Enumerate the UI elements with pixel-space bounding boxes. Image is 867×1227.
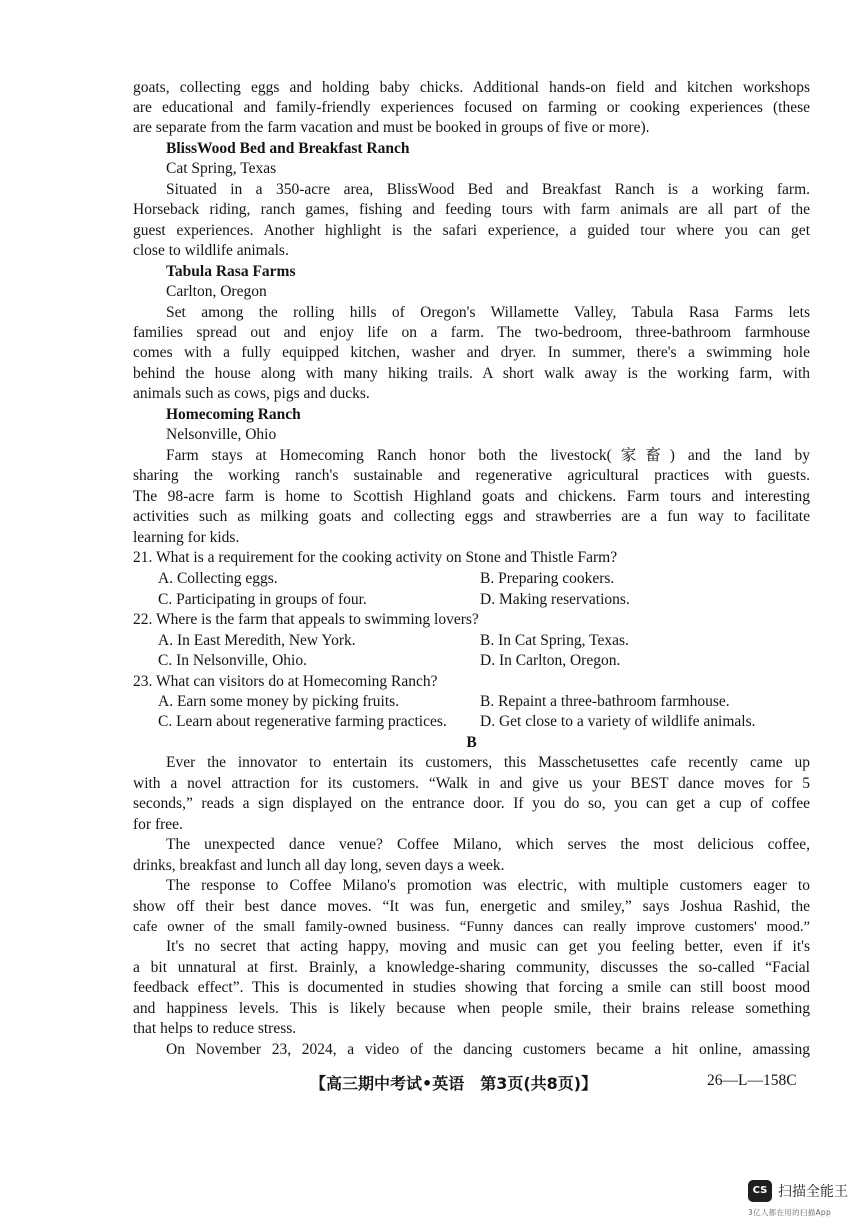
scanner-watermark [748, 1180, 860, 1222]
section-label: B [466, 734, 477, 751]
option-b: B. Repaint a three-bathroom farmhouse. [480, 693, 730, 710]
farm-heading: BlissWood Bed and Breakfast Ranch [166, 140, 410, 157]
text-line: families spread out and enjoy life on a farm. The two-bedroom, three-bathroom farmhouse [133, 324, 810, 341]
text-line: comes with a fully equipped kitchen, washer and dryer. In summer, there's a swimming hole [133, 344, 810, 361]
page-footer-code: 26—L—158C [707, 1072, 797, 1089]
option-c: C. In Nelsonville, Ohio. [158, 652, 307, 669]
text-line: The response to Coffee Milano's promotion was electric, with multiple customers eager to [166, 877, 810, 894]
farm-heading: Tabula Rasa Farms [166, 263, 296, 280]
text-line: show off their best dance moves. “It was fun, energetic and smiley,” says Joshua Rashid, the [133, 898, 810, 915]
text-line: drinks, breakfast and lunch all day long, seven days a week. [133, 857, 505, 874]
text-line: are educational and family-friendly experiences focused on farming or cooking experiences (these [133, 99, 810, 116]
option-c: C. Participating in groups of four. [158, 591, 367, 608]
text-line: The unexpected dance venue? Coffee Milano, which serves the most delicious coffee, [166, 836, 810, 853]
text-line: goats, collecting eggs and holding baby chicks. Additional hands-on field and kitchen workshops [133, 79, 810, 96]
text-line: The 98-acre farm is home to Scottish Highland goats and chickens. Farm tours and interesting [133, 488, 810, 505]
text-line: that helps to reduce stress. [133, 1020, 297, 1037]
question-stem: 22. Where is the farm that appeals to swimming lovers? [133, 611, 479, 628]
text-line: learning for kids. [133, 529, 240, 546]
text-line: It's no secret that acting happy, moving and music can get you feeling better, even if it's [166, 938, 810, 955]
text-line: cafe owner of the small family-owned business. “Funny dances can really improve customers' mood.” [133, 919, 810, 935]
watermark-subtext: 3亿人都在用的扫描App [748, 1208, 832, 1217]
text-line: for free. [133, 816, 183, 833]
question-stem: 21. What is a requirement for the cooking activity on Stone and Thistle Farm? [133, 549, 618, 566]
text-line: Farm stays at Homecoming Ranch honor both the livestock(家畜) and the land by [166, 447, 810, 464]
option-d: D. In Carlton, Oregon. [480, 652, 621, 669]
text-line: and happiness levels. This is likely because when people smile, their brains release something [133, 1000, 810, 1017]
question-stem: 23. What can visitors do at Homecoming Ranch? [133, 673, 438, 690]
text-line: a bit unnatural at first. Brainly, a knowledge-sharing community, discusses the so-called “Facial [133, 959, 810, 976]
option-a: A. In East Meredith, New York. [158, 632, 356, 649]
text-line: are separate from the farm vacation and must be booked in groups of five or more). [133, 119, 650, 136]
text-line: with a novel attraction for its customers. “Walk in and give us your BEST dance moves for 5 [133, 775, 810, 792]
option-a: A. Earn some money by picking fruits. [158, 693, 400, 710]
farm-heading: Homecoming Ranch [166, 406, 301, 423]
watermark-text: 扫描全能王 [778, 1184, 848, 1200]
option-b: B. In Cat Spring, Texas. [480, 632, 629, 649]
text-line: On November 23, 2024, a video of the dancing customers became a hit online, amassing [166, 1041, 810, 1058]
text-line: seconds,” reads a sign displayed on the entrance door. If you do so, you can get a cup of coffee [133, 795, 810, 812]
text-line: behind the house along with many hiking trails. A short walk away is the working farm, with [133, 365, 810, 382]
text-line: feedback effect”. This is documented in studies showing that forcing a smile can still boost mood [133, 979, 810, 996]
text-line: guest experiences. Another highlight is the safari experience, a guided tour where you can get [133, 222, 810, 239]
camscanner-logo-icon: CS [748, 1180, 772, 1202]
text-line: Situated in a 350-acre area, BlissWood Bed and Breakfast Ranch is a working farm. [166, 181, 810, 198]
text-line: animals such as cows, pigs and ducks. [133, 385, 370, 402]
option-c: C. Learn about regenerative farming practices. [158, 713, 447, 730]
option-d: D. Making reservations. [480, 591, 630, 608]
text-line: activities such as milking goats and collecting eggs and strawberries are a fun way to facilitate [133, 508, 810, 525]
farm-location: Cat Spring, Texas [166, 160, 277, 177]
option-a: A. Collecting eggs. [158, 570, 278, 587]
farm-location: Carlton, Oregon [166, 283, 267, 300]
text-line: Horseback riding, ranch games, fishing and feeding tours with farm animals are all part of the [133, 201, 810, 218]
text-line: Set among the rolling hills of Oregon's Willamette Valley, Tabula Rasa Farms lets [166, 304, 810, 321]
option-d: D. Get close to a variety of wildlife animals. [480, 713, 756, 730]
text-line: sharing the working ranch's sustainable and regenerative agricultural practices with guests. [133, 467, 810, 484]
text-line: close to wildlife animals. [133, 242, 289, 259]
page-footer-title: 【高三期中考试•英语 第3页(共8页)】 [310, 1074, 598, 1093]
farm-location: Nelsonville, Ohio [166, 426, 277, 443]
option-b: B. Preparing cookers. [480, 570, 615, 587]
text-line: Ever the innovator to entertain its customers, this Masschetusettes cafe recently came up [166, 754, 810, 771]
